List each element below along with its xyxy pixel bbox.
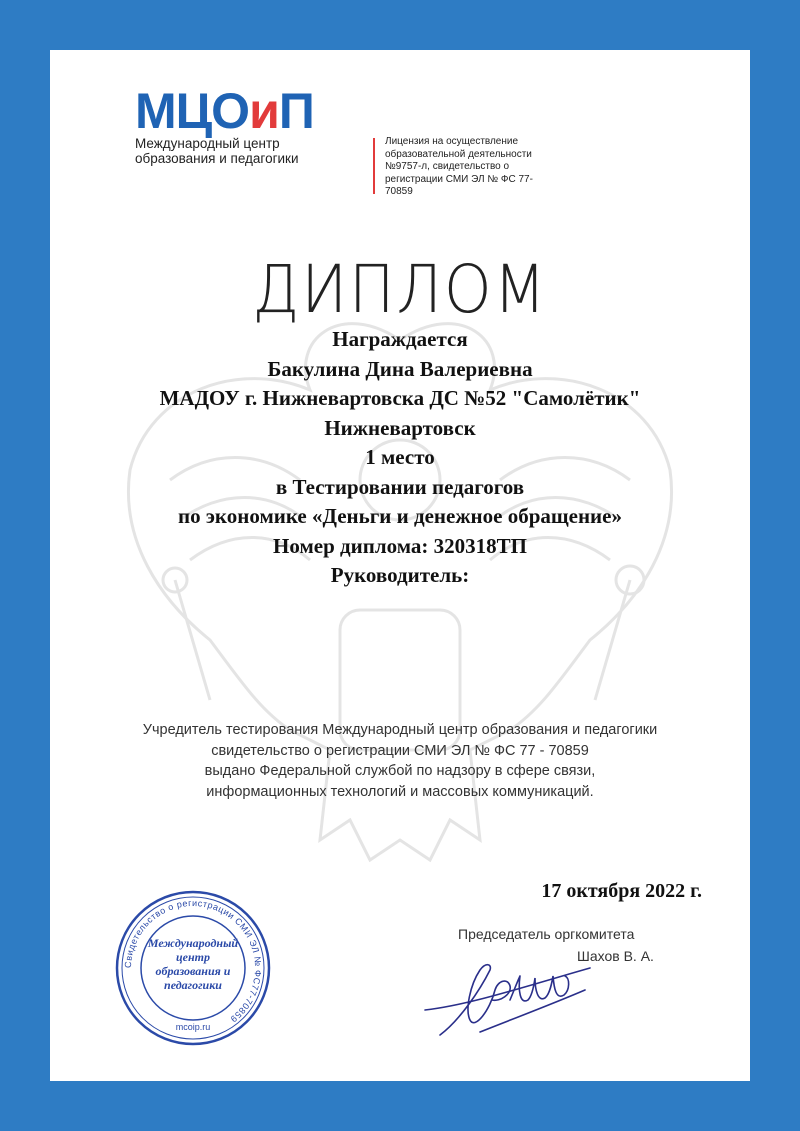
stamp-center-text: Международный центр образования и педагогики xyxy=(147,936,239,992)
chairman-name: Шахов В. А. xyxy=(577,948,654,964)
award-block xyxy=(50,325,750,591)
logo-part-p: П xyxy=(278,83,314,139)
founder-line: свидетельство о регистрации СМИ ЭЛ № ФС 77 - 70859 xyxy=(211,742,589,759)
founder-info xyxy=(50,720,750,802)
award-subject: по экономике «Деньги и денежное обращение» xyxy=(178,504,622,528)
supervisor-label: Руководитель: xyxy=(330,563,470,587)
chairman-title: Председатель оргкомитета xyxy=(458,926,635,942)
license-text: Лицензия на осуществление образовательной деятельности №9757-л, свидетельство о регистрации СМИ ЭЛ № ФС 77-70859 xyxy=(385,136,533,197)
signature-image xyxy=(420,950,600,1040)
recipient-city: Нижневартовск xyxy=(324,415,476,440)
logo-subtitle: Международный центр образования и педагогики xyxy=(135,136,299,166)
logo-wordmark xyxy=(135,83,314,139)
award-place: 1 место xyxy=(365,445,435,469)
founder-line: информационных технологий и массовых коммуникаций. xyxy=(206,783,594,800)
award-date: 17 октября 2022 г. xyxy=(541,880,702,902)
organization-stamp xyxy=(113,888,273,1048)
stamp-ring-text: Свидетельство о регистрации СМИ ЭЛ № ФС77-70859 xyxy=(122,897,264,1025)
diploma-sheet xyxy=(50,50,750,1081)
award-event: в Тестировании педагогов xyxy=(275,474,525,499)
logo-divider xyxy=(373,138,375,194)
founder-line: Учредитель тестирования Международный центр образования и педагогики xyxy=(142,722,658,738)
logo-part-mco: МЦО xyxy=(135,83,250,139)
recipient-organization: МАДОУ г. Нижневартовска ДС №52 "Самолётик" xyxy=(159,386,641,410)
founder-line: выдано Федеральной службой по надзору в сфере связи, xyxy=(204,763,596,779)
logo-part-i: и xyxy=(249,83,279,139)
diploma-title: ДИПЛОМ xyxy=(252,251,548,328)
stamp-site: mcoip.ru xyxy=(175,1022,211,1032)
diploma-number: Номер диплома: 320318ТП xyxy=(273,533,527,558)
recipient-name: Бакулина Дина Валериевна xyxy=(267,356,533,381)
award-heading: Награждается xyxy=(332,327,468,351)
